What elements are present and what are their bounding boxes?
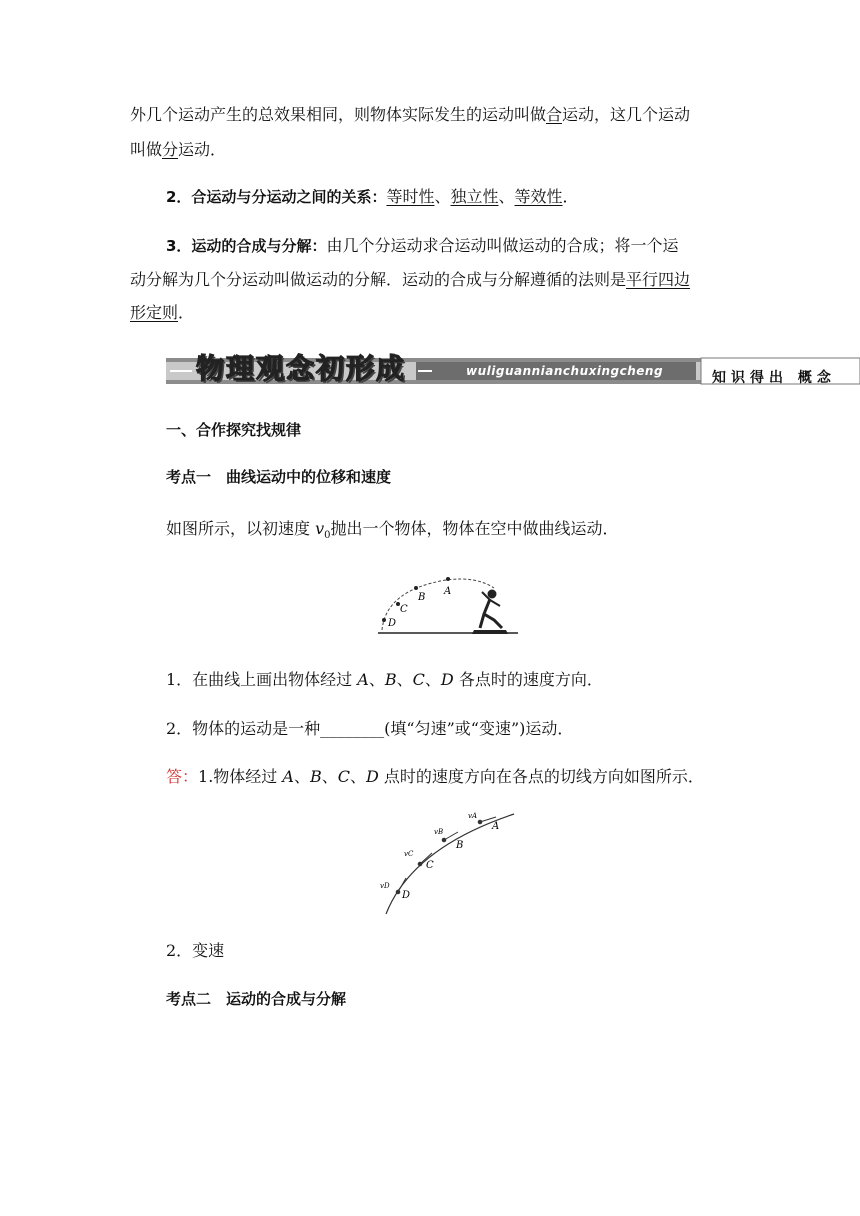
point-label: B <box>384 670 397 689</box>
description <box>166 518 619 547</box>
separator: 、 <box>434 187 451 206</box>
item-3-line-3 <box>130 302 194 324</box>
point-label: D <box>440 670 454 689</box>
vlabel-b: vB <box>434 828 444 836</box>
answer-underline: 独立性 <box>450 187 499 206</box>
answer-text: 1.物体经过 <box>198 767 283 786</box>
separator: 、 <box>498 187 515 206</box>
intro-text: 运动，这几个运动 <box>562 105 691 124</box>
velocity-figure <box>372 808 522 920</box>
v0-subscript: 0 <box>324 530 331 542</box>
question-1 <box>166 669 603 691</box>
throw-figure <box>376 572 522 642</box>
separator: 、 <box>396 670 413 689</box>
point-label: A <box>357 670 369 689</box>
point-a <box>446 577 450 581</box>
vlabel-a: vA <box>468 812 478 820</box>
item-3-line-1 <box>166 235 678 257</box>
question-text: 各点时的速度方向． <box>453 670 603 689</box>
point-d <box>382 618 386 622</box>
label-c: C <box>426 860 434 871</box>
answer-2: 2．变速 <box>166 941 225 960</box>
label-d: D <box>402 890 411 901</box>
label-a: A <box>444 586 452 597</box>
item-3-text: 由几个分运动求合运动叫做运动的合成；将一个运 <box>326 236 679 255</box>
separator: 、 <box>293 767 310 786</box>
intro-line-1 <box>130 104 690 126</box>
label-b: B <box>456 840 464 851</box>
label-d: D <box>388 618 397 629</box>
intro-text: 运动． <box>178 140 227 159</box>
thrower-icon <box>472 590 508 634</box>
intro-text: 叫做 <box>130 140 163 159</box>
separator: 、 <box>368 670 385 689</box>
item-3-text: 动分解为几个分运动叫做运动的分解．运动的合成与分解遵循的法则是 <box>130 270 627 289</box>
answer-underline: 分 <box>162 140 179 159</box>
section-heading: 一、合作探究找规律 <box>166 421 302 439</box>
answer-underline: 等时性 <box>386 187 435 206</box>
point-label: B <box>309 767 322 786</box>
answer-underline: 合 <box>546 105 563 124</box>
banner-subtitle: 知识得出 概念 <box>712 370 836 386</box>
vlabel-c: vC <box>404 850 414 858</box>
answer-text: 点时的速度方向在各点的切线方向如图所示． <box>378 767 704 786</box>
separator: 、 <box>424 670 441 689</box>
question-2: 2．物体的运动是一种________(填“匀速”或“变速”)运动． <box>166 719 574 738</box>
label-c: C <box>400 604 408 615</box>
banner-pinyin: wuliguannianchuxingcheng <box>466 364 664 378</box>
punct: ． <box>178 303 195 322</box>
punct: ． <box>562 187 579 206</box>
desc-text: 抛出一个物体，物体在空中做曲线运动． <box>330 519 619 538</box>
intro-text: 外几个运动产生的总效果相同，则物体实际发生的运动叫做 <box>130 105 547 124</box>
vlabel-d: vD <box>380 882 390 890</box>
question-text: 1．在曲线上画出物体经过 <box>166 670 358 689</box>
answer-underline: 等效性 <box>514 187 563 206</box>
answer-underline: 平行四边 <box>626 270 691 289</box>
answer-1 <box>166 766 704 788</box>
label-a: A <box>492 821 500 832</box>
item-3-line-2 <box>130 269 690 291</box>
point-label: D <box>366 767 379 786</box>
intro-line-2 <box>130 139 226 161</box>
label-b: B <box>418 592 426 603</box>
kaodian-2: 考点二 运动的合成与分解 <box>166 990 347 1008</box>
point-b <box>414 586 418 590</box>
banner-title: 物理观念初形成 <box>196 352 407 385</box>
separator: 、 <box>349 767 366 786</box>
separator: 、 <box>321 767 338 786</box>
answer-label: 答： <box>166 767 199 786</box>
item-2-lead: 2．合运动与分运动之间的关系： <box>166 188 387 206</box>
desc-text: 如图所示，以初速度 <box>166 519 316 538</box>
point-label: C <box>412 670 425 689</box>
point-label: C <box>337 767 350 786</box>
item-2 <box>166 186 579 208</box>
item-3-lead: 3．运动的合成与分解： <box>166 237 327 255</box>
kaodian-1: 考点一 曲线运动中的位移和速度 <box>166 468 392 486</box>
point-label: A <box>282 767 294 786</box>
answer-underline: 形定则 <box>130 303 179 322</box>
v0-symbol: v <box>315 519 325 538</box>
